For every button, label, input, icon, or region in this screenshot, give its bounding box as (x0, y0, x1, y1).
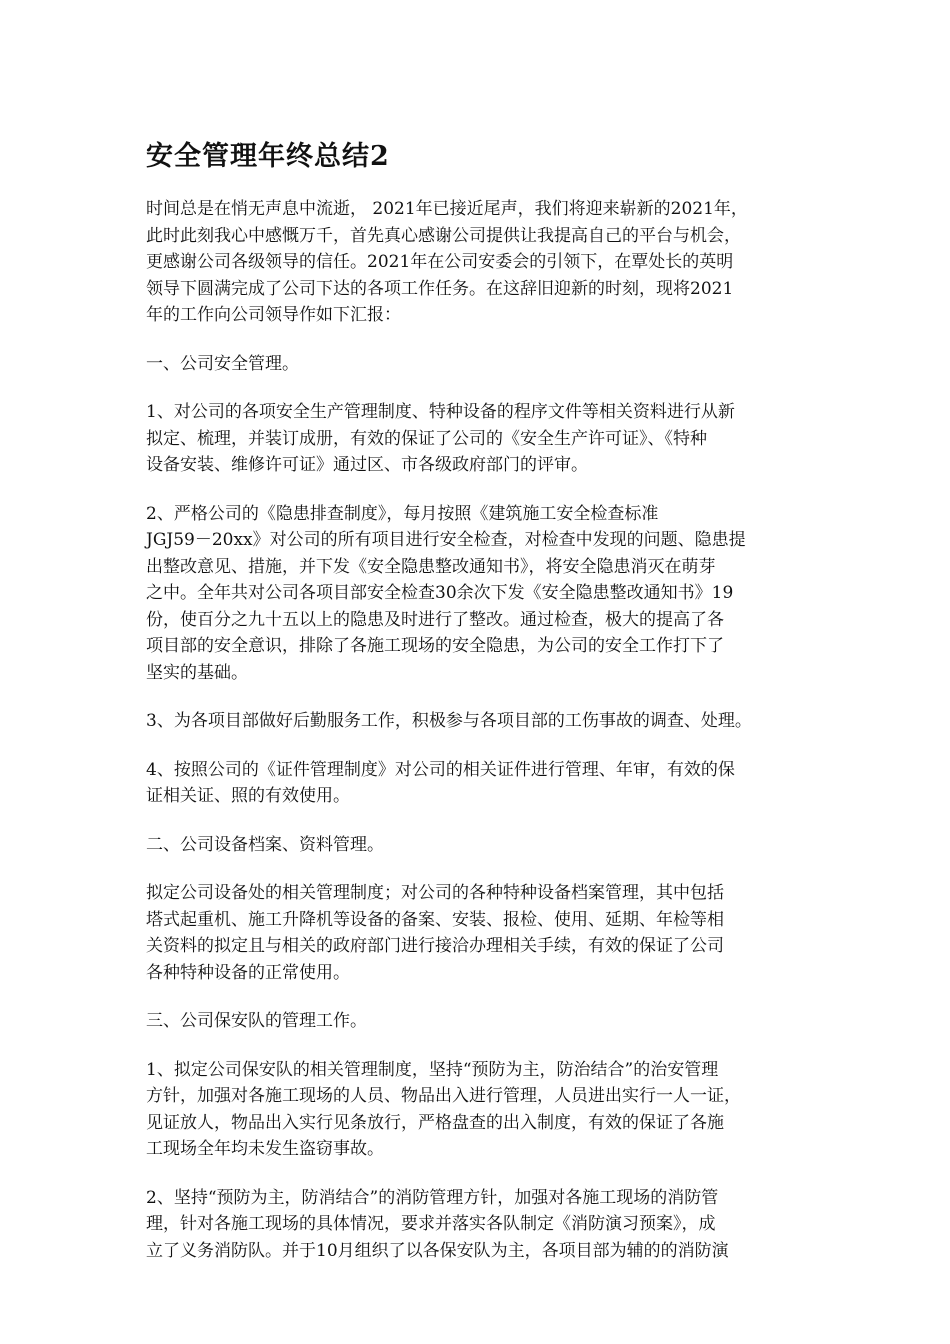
text-line: 之中。全年共对公司各项目部安全检查30余次下发《安全隐患整改通知书》19 (146, 583, 734, 603)
document-body (146, 196, 826, 1286)
text-line: 三、公司保安队的管理工作。 (146, 1011, 367, 1031)
text-line: 2、坚持“预防为主，防消结合”的消防管理方针，加强对各施工现场的消防管 (146, 1187, 719, 1208)
paragraph (146, 196, 826, 329)
text-line: 理，针对各施工现场的具体情况，要求并落实各队制定《消防演习预案》，成 (146, 1214, 716, 1234)
text-line: 证相关证、照的有效使用。 (146, 786, 350, 806)
text-line: 各种特种设备的正常使用。 (146, 962, 350, 983)
paragraph (146, 880, 826, 986)
paragraph (146, 1185, 826, 1265)
text-line: 见证放人，物品出入实行见条放行，严格盘查的出入制度，有效的保证了各施 (146, 1112, 724, 1133)
paragraph (146, 1008, 826, 1035)
text-line: 拟定、梳理，并装订成册，有效的保证了公司的《安全生产许可证》、《特种 (146, 428, 707, 449)
paragraph (146, 832, 826, 859)
text-line: 1、拟定公司保安队的相关管理制度，坚持“预防为主，防治结合”的治安管理 (146, 1059, 719, 1080)
text-line: 塔式起重机、施工升降机等设备的备案、安装、报检、使用、延期、年检等相 (146, 909, 724, 930)
text-line: JGJ59－20xx》对公司的所有项目进行安全检查，对检查中发现的问题、隐患提 (146, 530, 746, 550)
text-line: 一、公司安全管理。 (146, 353, 299, 374)
paragraph (146, 399, 826, 479)
paragraph (146, 1057, 826, 1163)
text-line: 项目部的安全意识，排除了各施工现场的安全隐患，为公司的安全工作打下了 (146, 636, 724, 656)
text-line: 设备安装、维修许可证》通过区、市各级政府部门的评审。 (146, 455, 588, 475)
text-line: 3、为各项目部做好后勤服务工作，积极参与各项目部的工伤事故的调查、处理。 (146, 711, 752, 731)
text-line: 更感谢公司各级领导的信任。2021年在公司安委会的引领下，在覃处长的英明 (146, 252, 734, 272)
paragraph (146, 351, 826, 378)
text-line: 出整改意见、措施，并下发《安全隐患整改通知书》，将安全隐患消灭在萌芽 (146, 556, 716, 577)
text-line: 2、严格公司的《隐患排查制度》，每月按照《建筑施工安全检查标准 (146, 503, 659, 524)
text-line: 领导下圆满完成了公司下达的各项工作任务。在这辞旧迎新的时刻，现将2021 (146, 278, 734, 299)
text-line: 工现场全年均未发生盗窃事故。 (146, 1139, 384, 1159)
text-line: 时间总是在悄无声息中流逝， 2021年已接近尾声，我们将迎来崭新的2021年， (146, 199, 748, 219)
text-line: 份，使百分之九十五以上的隐患及时进行了整改。通过检查，极大的提高了各 (146, 609, 724, 630)
text-line: 4、按照公司的《证件管理制度》对公司的相关证件进行管理、年审，有效的保 (146, 759, 735, 780)
text-line: 拟定公司设备处的相关管理制度；对公司的各种特种设备档案管理，其中包括 (146, 883, 724, 903)
text-line: 关资料的拟定且与相关的政府部门进行接洽办理相关手续，有效的保证了公司 (146, 936, 724, 956)
paragraph (146, 757, 826, 810)
text-line: 年的工作向公司领导作如下汇报： (146, 305, 401, 325)
text-line: 1、对公司的各项安全生产管理制度、特种设备的程序文件等相关资料进行从新 (146, 402, 735, 422)
text-line: 坚实的基础。 (146, 662, 248, 683)
text-line: 方针，加强对各施工现场的人员、物品出入进行管理，人员进出实行一人一证， (146, 1086, 741, 1106)
page-title: 安全管理年终总结2 (146, 141, 390, 172)
text-line: 此时此刻我心中感慨万千，首先真心感谢公司提供让我提高自己的平台与机会， (146, 225, 741, 246)
paragraph (146, 501, 826, 687)
text-line: 二、公司设备档案、资料管理。 (146, 834, 384, 855)
text-line: 立了义务消防队。并于10月组织了以各保安队为主，各项目部为辅的的消防演 (146, 1240, 729, 1261)
paragraph (146, 708, 826, 735)
